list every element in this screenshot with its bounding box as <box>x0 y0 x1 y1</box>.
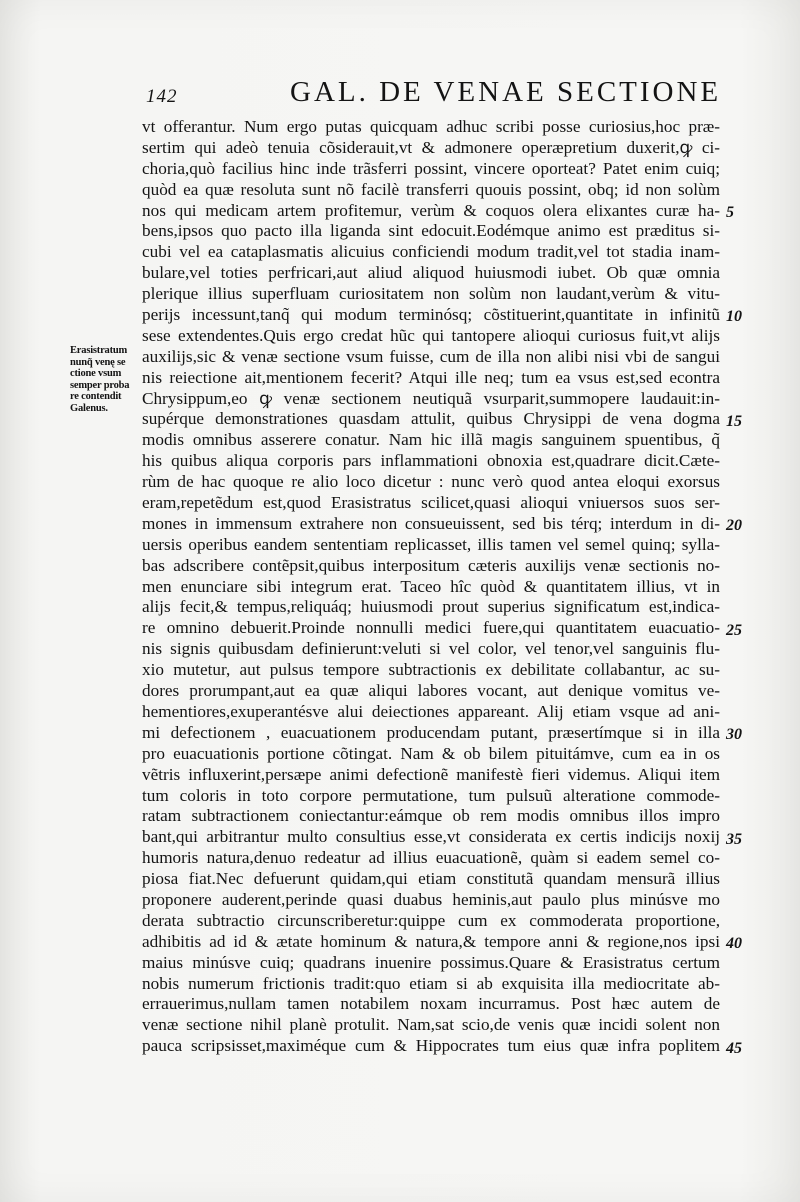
text-line: ratam subtractionem coniectantur:eámque ob rem modis omnibus illos impro <box>142 806 720 826</box>
text-line: cubi vel ea cataplasmatis alicuius conficiendi modum tradit,vel tot stadia inam- <box>142 242 720 262</box>
marginal-note-line: semper proba <box>70 379 130 391</box>
line-number: 5 <box>726 203 734 221</box>
text-line: adhibitis ad id & ætate hominum & natura,& tempore anni & regione,nos ipsi <box>142 931 720 951</box>
marginal-note-line: ctione vsum <box>70 368 122 380</box>
line-number: 25 <box>726 621 742 639</box>
line-number: 10 <box>726 308 742 326</box>
text-line: vt offerantur. Num ergo putas quicquam adhuc scribi posse curiosius,hoc præ- <box>142 117 720 136</box>
text-line: uersis operibus eandem sententiam replicasset, illis tamen vel semel quinq; sylla- <box>142 534 720 554</box>
text-line: choria,quò facilius hinc inde trãsferri possint, vincere oporteat? Patet enim cuiq; <box>142 158 720 178</box>
text-line: pro euacuationis portione cõtingat. Nam & ob bilem pituitámve, cum ea in os <box>142 743 720 763</box>
text-line: nis signis quibusdam definierunt:veluti si vel color, vel tenor,vel sanguinis flu- <box>142 639 720 659</box>
text-line: sese extendentes.Quis ergo credat hũc qui tantopere alioqui curiosus fuit,vt alijs <box>142 325 720 345</box>
text-line: bens,ipsos quo pacto illa liganda sint edocuit.Eodémque animo est præditus si- <box>142 221 720 241</box>
text-line: vẽtris influxerint,persæpe animi defectionẽ manifestè fieri videmus. Aliqui item <box>142 764 720 784</box>
text-line: auxilijs,sic & venæ sectione vsum fuisse, cum de illa non alibi nisi vbi de sangui <box>142 346 720 366</box>
text-line: eram,repetẽdum est,quod Erasistratus scilicet,quasi alioqui vniuersos suos ser- <box>142 493 720 513</box>
page-header <box>140 76 722 108</box>
text-line: quòd ea quæ resoluta sunt nõ facilè transferri quouis possint, obq; id non solùm <box>142 179 720 199</box>
text-line: bulare,vel toties perfricari,aut aliud aliquod huiusmodi iubet. Ob quæ omnia <box>142 263 720 283</box>
line-number: 30 <box>726 726 742 744</box>
text-line: rùm de hac quoque re alio loco dicetur : nunc verò quod antea eloqui exorsus <box>142 472 720 492</box>
text-line: sertim qui adeò tenuia cõsiderauit,vt & admonere operæpretium duxerit,ꝙ ci- <box>142 137 720 157</box>
text-line: derata subtractio circunscriberetur:quippe cum ex commoderata proportione, <box>142 910 720 930</box>
marginal-note-line: nunq̃ venę se <box>70 356 126 368</box>
line-number: 35 <box>726 830 742 848</box>
marginal-note <box>70 345 142 415</box>
text-line: nobis numerum frictionis tradit:quo etiam si ab exquisita illa mediocritate ab- <box>142 973 720 993</box>
line-number: 20 <box>726 517 742 535</box>
page-number: 142 <box>146 86 178 107</box>
text-line: modis omnibus asserere conatur. Nam hic illã magis sanguinem spuentibus, q̃ <box>142 430 720 450</box>
text-line: plerique illius superfluam curiositatem non solùm non laudant,verùm & vitu- <box>142 284 720 304</box>
text-line: proponere auderent,perinde quasi duabus heminis,aut paulo plus minúsve mo <box>142 889 720 909</box>
text-line: tum coloris in toto corpore permutatione, tum pulsuũ alteratione commode- <box>142 785 720 805</box>
text-line: errauerimus,nullam tamen notabilem noxam incurramus. Post hæc autem de <box>142 994 720 1014</box>
text-line: supérque demonstrationes quasdam attulit, quibus Chrysippi de vena dogma <box>142 409 720 429</box>
marginal-note-line: re contendit <box>70 391 122 403</box>
text-line: hementiores,exuperantésve alui deiectiones appareant. Alij etiam vsque ad ani- <box>142 701 720 721</box>
marginal-note-line: Erasistratum <box>70 345 128 356</box>
text-line: perijs incessunt,tanq̃ qui modum terminósq; cõstituerint,quantitate in infinitũ <box>142 305 720 325</box>
line-number: 40 <box>726 935 742 953</box>
text-line: maius minúsve cuiq; quadrans inuenire possimus.Quare & Erasistratus certum <box>142 952 720 972</box>
line-number: 45 <box>726 1039 742 1057</box>
text-line: men enunciare sibi integrum erat. Taceo hîc quòd & quantitatem illius, vt in <box>142 576 720 596</box>
body-text <box>142 117 720 1057</box>
text-line: xio mutetur, aut pulsus tempore subtractionis ex debilitate collabantur, ac su- <box>142 660 720 680</box>
text-line: alijs fecit,& tempus,reliquáq; huiusmodi prout superius significatum est,indica- <box>142 597 720 617</box>
text-line: mones in immensum extrahere non consueuissent, sed bis térq; interdum in di- <box>142 513 720 533</box>
text-line: venæ sectione nihil planè protulit. Nam,sat scio,de venis quæ incidi solent non <box>142 1015 720 1035</box>
text-line: bant,qui arbitrantur multo consultius esse,vt considerata ex certis indicijs noxij <box>142 827 720 847</box>
line-number: 15 <box>726 412 742 430</box>
running-head: GAL. DE VENAE SECTIONE <box>290 76 722 108</box>
text-line: piosa fiat.Nec defuerunt quidam,qui etiam constitutã quandam mensurã illius <box>142 869 720 889</box>
marginal-note-line: Galenus. <box>70 402 108 414</box>
text-line: nos qui medicam artem profitemur, verùm & coquos olera elixantes curæ ha- <box>142 200 720 220</box>
text-line: pauca scripsisset,maximéque cum & Hippocrates tum eius quæ infra poplitem <box>142 1036 720 1056</box>
text-line: his quibus aliqua corporis pars inflammationi obnoxia est,quadrare dicit.Cæte- <box>142 451 720 471</box>
text-line: dores prorumpant,aut ea quæ aliqui labores vocant, aut denique vomitus ve- <box>142 681 720 701</box>
text-line: bas adscribere contẽpsit,quibus interpositum cæteris auxilijs venæ sectionis no- <box>142 555 720 575</box>
text-line: humoris natura,denuo redeatur ad illius euacuationẽ, quàm si eadem semel co- <box>142 848 720 868</box>
text-line: mi defectionem , euacuationem producendam putant, præsertímque si in illa <box>142 722 720 742</box>
text-line: nis reiectione ait,mentionem fecerit? Atqui ille neq; tum ea vsus est,sed econtra <box>142 367 720 387</box>
text-line: re omnino debuerit.Proinde nonnulli medici fuere,qui quantitatem euacuatio- <box>142 618 720 638</box>
text-line: Chrysippum,eo ꝙ venæ sectionem neutiquã vsurparit,summopere laudauit:in- <box>142 388 720 408</box>
